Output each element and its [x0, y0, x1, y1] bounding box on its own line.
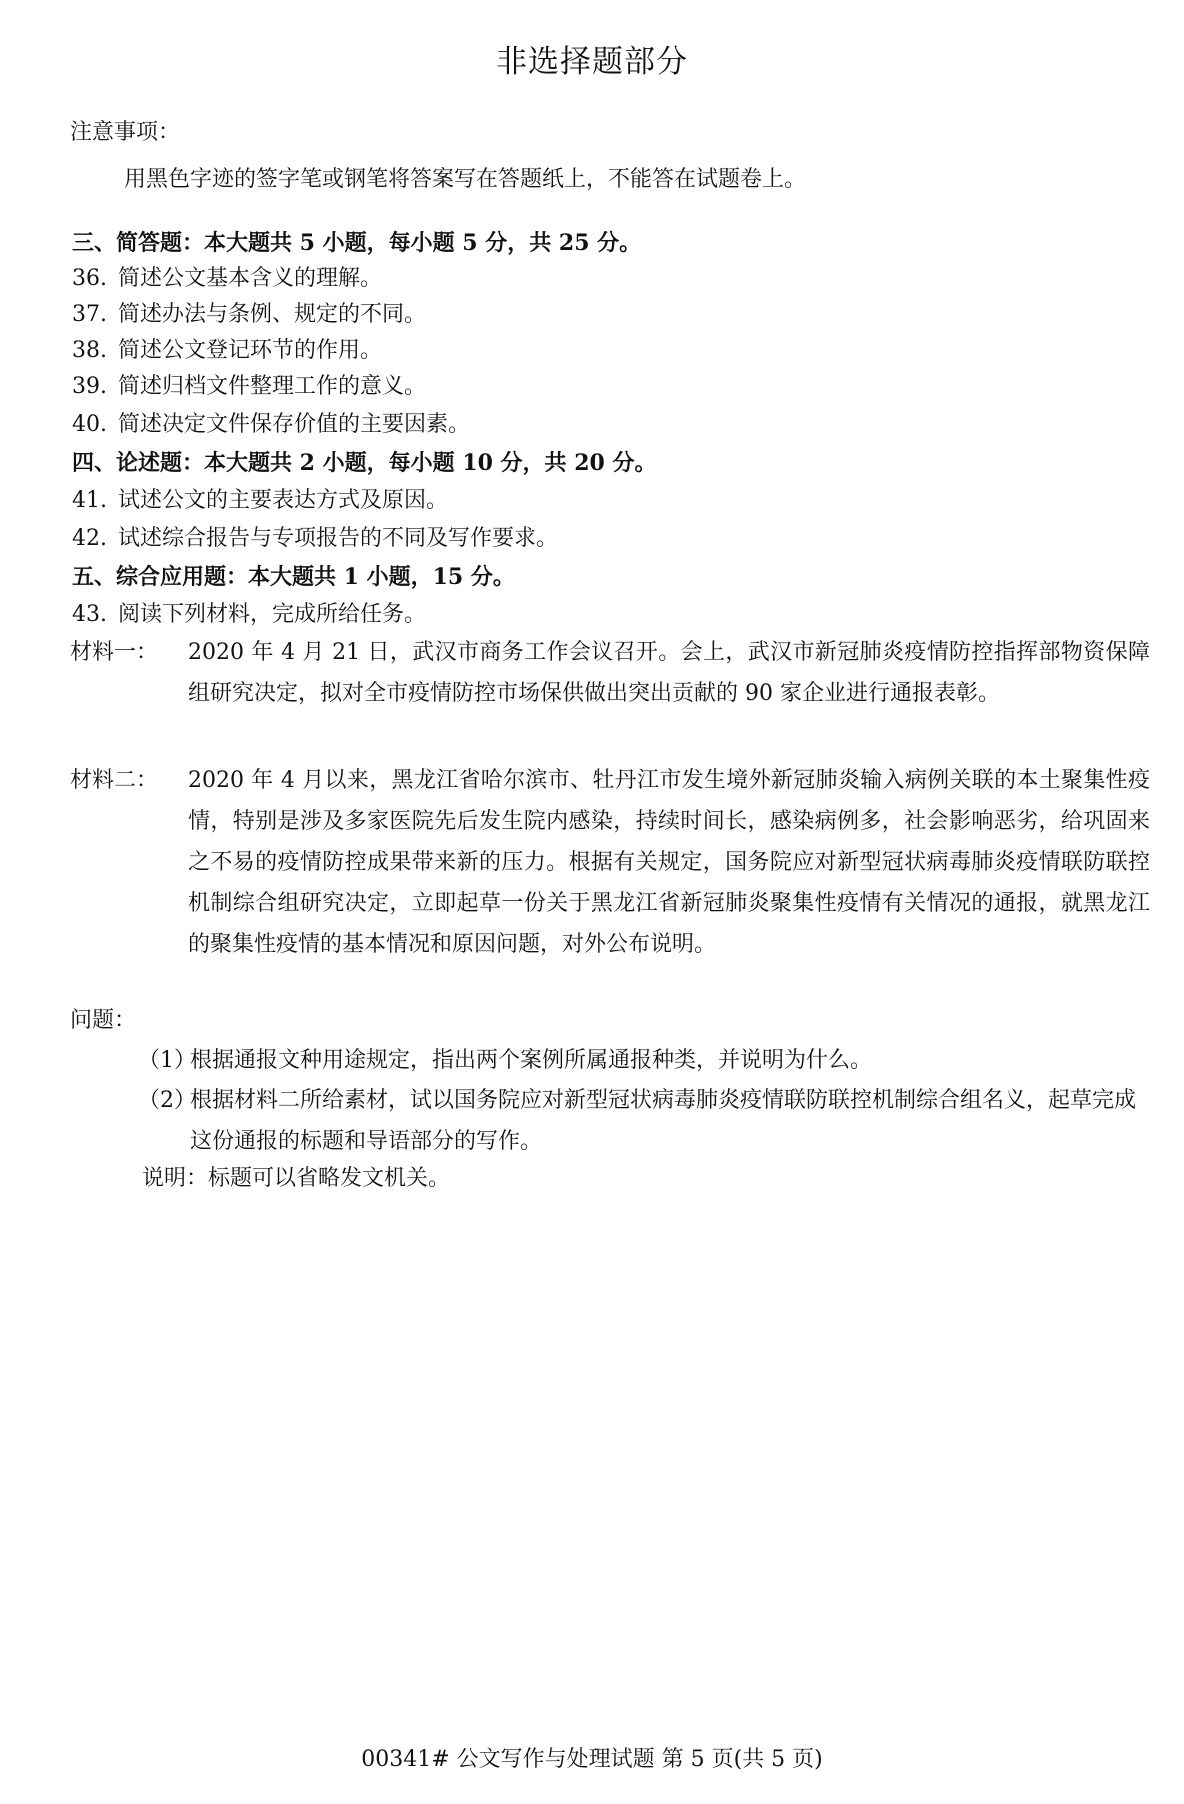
- question-number: 40.: [72, 412, 107, 437]
- question-text: 简述公文基本含义的理解。: [118, 266, 383, 291]
- question-number: 37.: [72, 302, 107, 327]
- question-item: [72, 600, 426, 630]
- section-heading-short-answer: 三、简答题：本大题共 5 小题，每小题 5 分，共 25 分。: [72, 230, 642, 256]
- material-label: 材料一：: [70, 640, 159, 665]
- question-item: [72, 372, 426, 402]
- notice-label: 注意事项：: [70, 120, 181, 145]
- notice-text: 用黑色字迹的签字笔或钢笔将答案写在答题纸上，不能答在试题卷上。: [124, 167, 807, 192]
- question-number: 41.: [72, 488, 107, 513]
- question-text: 简述决定文件保存价值的主要因素。: [118, 412, 471, 437]
- question-number: 43.: [72, 602, 107, 627]
- question-number: 39.: [72, 374, 107, 399]
- questions-label: 问题：: [70, 1008, 137, 1033]
- task-item: [138, 1080, 1148, 1162]
- question-item: [72, 336, 382, 366]
- question-text: 简述办法与条例、规定的不同。: [118, 302, 427, 327]
- question-text: 简述归档文件整理工作的意义。: [118, 374, 427, 399]
- question-text: 阅读下列材料，完成所给任务。: [118, 602, 427, 627]
- question-number: 38.: [72, 338, 107, 363]
- question-item: [72, 524, 558, 554]
- question-number: 36.: [72, 266, 107, 291]
- question-text: 试述综合报告与专项报告的不同及写作要求。: [118, 526, 559, 551]
- question-text: 试述公文的主要表达方式及原因。: [118, 488, 449, 513]
- question-number: 42.: [72, 526, 107, 551]
- material-one: [70, 632, 1150, 714]
- task-text: 根据通报文种用途规定，指出两个案例所属通报种类，并说明为什么。: [190, 1048, 873, 1073]
- question-text: 简述公文登记环节的作用。: [118, 338, 383, 363]
- material-two: [70, 760, 1150, 965]
- section-heading-applied: 五、综合应用题：本大题共 1 小题，15 分。: [72, 564, 515, 590]
- page-title: 非选择题部分: [496, 44, 688, 80]
- question-item: [72, 410, 470, 440]
- material-label: 材料二：: [70, 768, 159, 793]
- note-text: 说明：标题可以省略发文机关。: [142, 1166, 451, 1191]
- task-item: [138, 1040, 1148, 1081]
- task-number: （1）: [138, 1048, 196, 1073]
- question-item: [72, 264, 382, 294]
- question-item: [72, 300, 426, 330]
- task-number: （2）: [138, 1088, 196, 1113]
- material-text: 2020 年 4 月以来，黑龙江省哈尔滨市、牡丹江市发生境外新冠肺炎输入病例关联的本土聚集性疫情，特别是涉及多家医院先后发生院内感染，持续时间长，感染病例多，社会影响恶劣，给巩固来之不易的疫情防控成果带来新的压力。根据有关规定，国务院应对新型冠状病毒肺炎疫情联防联控机制综合组研究决定，立即起草一份关于黑龙江省新冠肺炎聚集性疫情有关情况的通报，就黑龙江的聚集性疫情的基本情况和原因问题，对外公布说明。: [188, 768, 1150, 957]
- material-text: 2020 年 4 月 21 日，武汉市商务工作会议召开。会上，武汉市新冠肺炎疫情防控指挥部物资保障组研究决定，拟对全市疫情防控市场保供做出突出贡献的 90 家企业进行通报表彰。: [188, 640, 1150, 706]
- question-item: [72, 486, 448, 516]
- section-heading-essay: 四、论述题：本大题共 2 小题，每小题 10 分，共 20 分。: [72, 450, 657, 476]
- task-text: 根据材料二所给素材，试以国务院应对新型冠状病毒肺炎疫情联防联控机制综合组名义，起草完成这份通报的标题和导语部分的写作。: [190, 1088, 1137, 1154]
- page-footer: 00341# 公文写作与处理试题 第 5 页(共 5 页): [361, 1747, 823, 1772]
